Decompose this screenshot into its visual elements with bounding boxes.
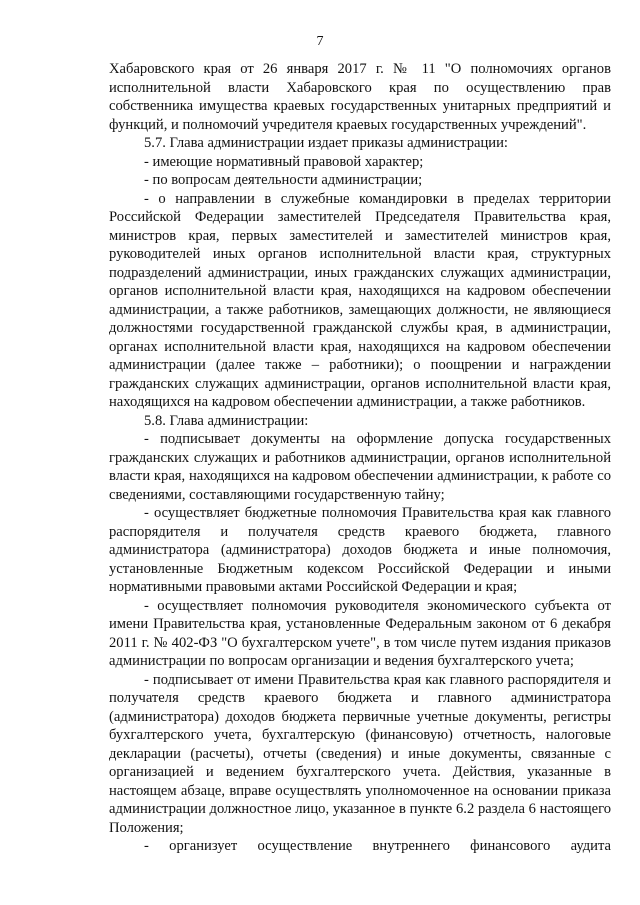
page-number: 7: [316, 34, 324, 49]
list-item-normative: - имеющие нормативный правовой характер;: [144, 153, 424, 170]
list-item-clearance: - подписывает документы на оформление допуска государственных гражданских служащих и работников администрации, органов исполнительной власти края, находящихся на кадровом обеспечении администрации, к работе со сведениями, составляющими государственную тайну;: [109, 431, 611, 503]
list-item-audit: - организует осуществление внутреннего финансового аудита: [144, 838, 611, 854]
paragraph-5-8-heading: 5.8. Глава администрации:: [144, 412, 309, 429]
list-item-business-trips: - о направлении в служебные командировки в пределах территории Российской Федерации заместителей Председателя Правительства края, министров края, первых заместителей и заместителей министров края, руководителей иных органов исполнительной власти края, структурных подразделений администрации, иных гражданских служащих администрации, органов исполнительной власти края, находящихся на кадровом обеспечении администрации, а также работников, замещающих должности, не являющиеся должностями государственной гражданской службы края, в администрации, органах исполнительной власти края, находящихся на кадровом обеспечении администрации (далее также – работники); о поощрении и награждении гражданских служащих администрации, органов исполнительной власти края, находящихся на кадровом обеспечении администрации, а также работников.: [109, 190, 611, 410]
paragraph-law-reference: Хабаровского края от 26 января 2017 г. № 11 "О полномочиях органов исполнительной власти Хабаровского края по осуществлению прав собственника имущества краевых государственных унитарных предприятий и функций, и полномочий учредителя краевых государственных учреждений".: [109, 61, 611, 133]
document-body: [109, 60, 611, 856]
list-item-activity: - по вопросам деятельности администрации;: [144, 172, 423, 188]
list-item-signing: - подписывает от имени Правительства края как главного распорядителя и получателя средств краевого бюджета и главного администратора (администратора) доходов бюджета первичные учетные документы, регистры бухгалтерского учета, бухгалтерскую (финансовую) отчетность, налоговые декларации (расчеты), отчеты (сведения) и иные документы, связанные с организацией и ведением бухгалтерского учета. Действия, указанные в настоящем абзаце, вправе осуществлять уполномоченное на основании приказа администрации должностное лицо, указанное в пункте 6.2 раздела 6 настоящего Положения;: [109, 671, 611, 836]
list-item-economic-entity: - осуществляет полномочия руководителя экономического субъекта от имени Правительства края, установленные Федеральным законом от 6 декабря 2011 г. № 402-ФЗ "О бухгалтерском учете", в том числе путем издания приказов администрации по вопросам организации и ведения бухгалтерского учета;: [109, 597, 611, 669]
paragraph-5-7-heading: 5.7. Глава администрации издает приказы администрации:: [144, 135, 508, 151]
list-item-budget-powers: - осуществляет бюджетные полномочия Правительства края как главного распорядителя и получателя средств краевого бюджета, главного администратора (администратора) доходов бюджета и иные полномочия, установленные Бюджетным кодексом Российской Федерации и иными нормативными правовыми актами Российской Федерации и края;: [109, 505, 611, 595]
